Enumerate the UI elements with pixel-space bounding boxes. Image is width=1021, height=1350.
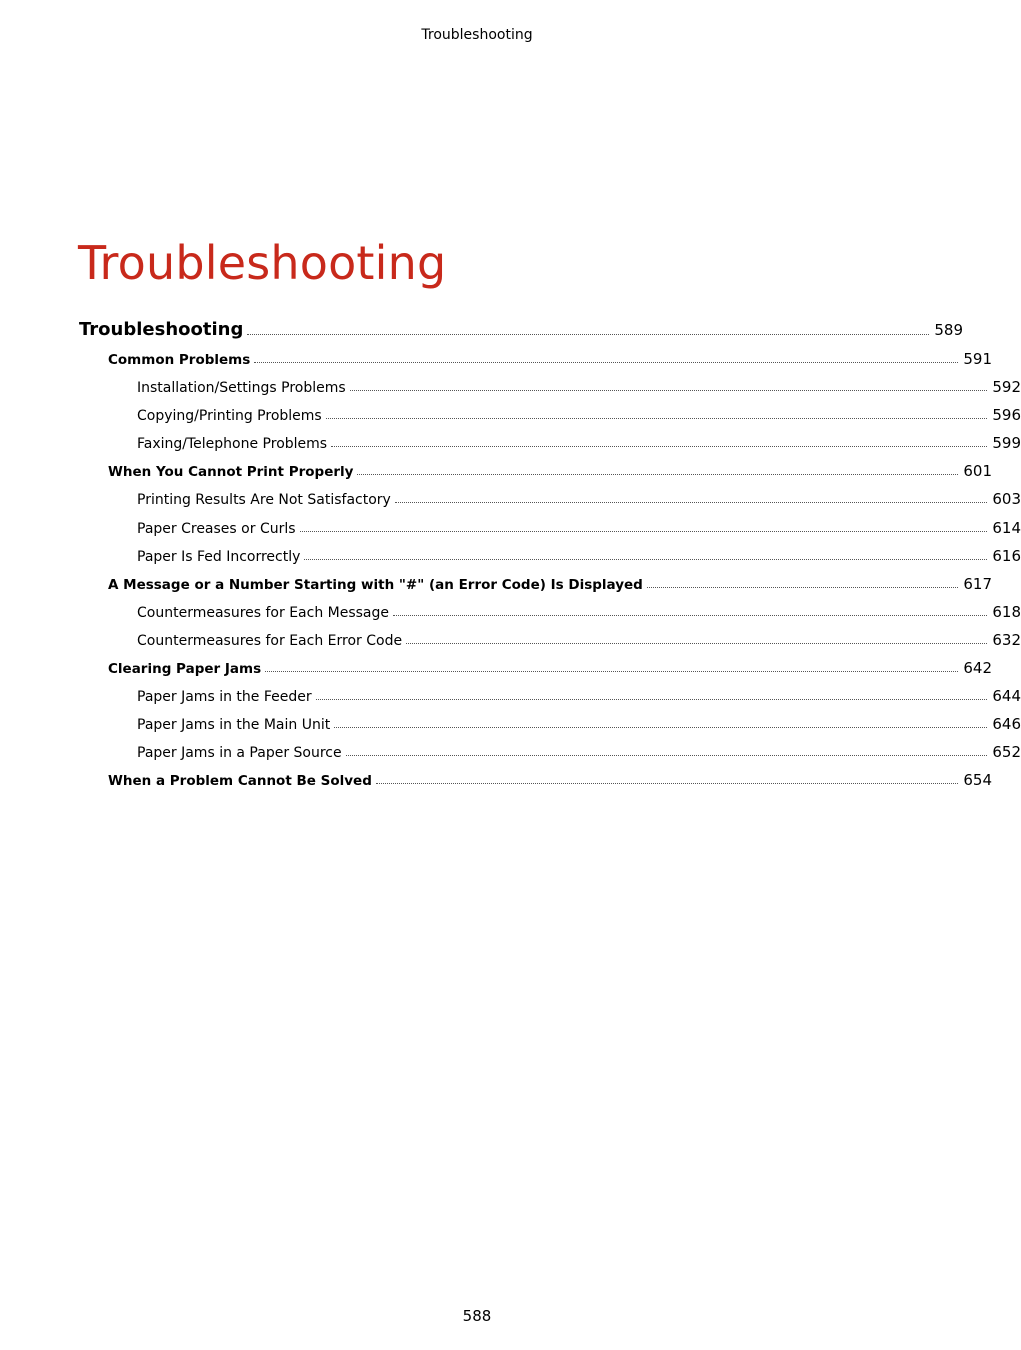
toc-entry-page: 646 [992,715,1021,733]
toc-entry[interactable] [0,547,1021,565]
toc-entry-label: Troubleshooting [79,319,244,340]
toc-dot-leader [247,334,929,335]
toc-entry-label: When a Problem Cannot Be Solved [108,773,372,789]
toc-entry-page: 616 [992,547,1021,565]
toc-dot-leader [393,615,987,616]
toc-entry[interactable] [0,575,992,593]
toc-entry[interactable] [0,462,992,480]
toc-dot-leader [316,699,988,700]
toc-entry[interactable] [0,631,1021,649]
toc-entry[interactable] [0,434,1021,452]
toc-dot-leader [331,446,987,447]
toc-entry-page: 614 [992,519,1021,537]
toc-dot-leader [357,474,958,475]
toc-entry-page: 617 [963,575,992,593]
toc-entry-label: Installation/Settings Problems [137,380,346,396]
toc-dot-leader [395,502,988,503]
toc-entry[interactable] [0,378,1021,396]
toc-entry-label: A Message or a Number Starting with "#" (an Error Code) Is Displayed [108,577,643,593]
toc-dot-leader [346,755,988,756]
toc-entry-label: When You Cannot Print Properly [108,464,354,480]
toc-entry-page: 654 [963,771,992,789]
toc-entry-page: 644 [992,687,1021,705]
toc-entry-page: 592 [992,378,1021,396]
page-number: 588 [462,1307,492,1325]
toc-entry[interactable] [0,771,992,789]
toc-entry[interactable] [0,319,963,340]
toc-dot-leader [326,418,988,419]
toc-entry-page: 589 [934,321,963,339]
toc-entry[interactable] [0,659,992,677]
chapter-title: Troubleshooting [78,236,447,290]
toc-entry[interactable] [0,519,1021,537]
toc-entry-page: 652 [992,743,1021,761]
toc-entry-page: 591 [963,350,992,368]
toc-dot-leader [406,643,987,644]
toc-entry[interactable] [0,743,1021,761]
toc-entry-page: 632 [992,631,1021,649]
toc-entry-label: Countermeasures for Each Message [137,605,390,621]
toc-entry[interactable] [0,350,992,368]
toc-dot-leader [265,671,958,672]
toc-entry-label: Copying/Printing Problems [137,408,322,424]
toc-entry-label: Paper Is Fed Incorrectly [137,549,301,565]
toc-entry-page: 618 [992,603,1021,621]
toc-entry-label: Faxing/Telephone Problems [137,436,328,452]
toc-dot-leader [300,531,988,532]
toc-entry-label: Clearing Paper Jams [108,661,262,677]
toc-entry[interactable] [0,603,1021,621]
toc-entry-label: Common Problems [108,352,251,368]
toc-entry-label: Paper Jams in the Feeder [137,689,312,705]
toc-entry-page: 603 [992,490,1021,508]
toc-dot-leader [376,783,958,784]
toc-entry-label: Printing Results Are Not Satisfactory [137,492,391,508]
toc-entry[interactable] [0,687,1021,705]
toc-entry-label: Paper Jams in a Paper Source [137,745,342,761]
toc-dot-leader [254,362,958,363]
toc-entry-label: Countermeasures for Each Error Code [137,633,403,649]
toc-dot-leader [304,559,987,560]
toc-entry-label: Paper Jams in the Main Unit [137,717,331,733]
running-header: Troubleshooting [421,27,533,43]
toc-dot-leader [350,390,988,391]
toc-dot-leader [647,587,959,588]
toc-entry-label: Paper Creases or Curls [137,521,296,537]
toc-entry[interactable] [0,715,1021,733]
toc-entry-page: 642 [963,659,992,677]
toc-entry-page: 599 [992,434,1021,452]
toc-dot-leader [334,727,987,728]
toc-entry[interactable] [0,406,1021,424]
toc-entry-page: 601 [963,462,992,480]
toc-entry-page: 596 [992,406,1021,424]
toc-entry[interactable] [0,490,1021,508]
